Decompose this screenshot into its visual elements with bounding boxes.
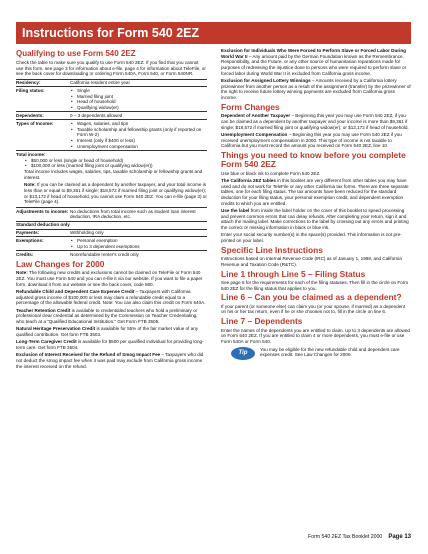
line7-heading: Line 7 – Dependents	[221, 316, 303, 327]
left-column	[16, 48, 207, 371]
tables-paragraph	[221, 178, 411, 206]
paragraph-lead: Exclusion for Individuals Who Were Forced to Perform Slave or Forced Labor During World War II	[221, 48, 406, 59]
dependents-value: 0 – 3 dependents allowed	[70, 112, 207, 120]
tip-text: You may be eligible for the new refundable child and dependent care expenses credit. See Law Changes for 2000.	[260, 346, 400, 358]
line6-paragraph: If your parent (or someone else) can claim you (or your spouse, if married) as a dependent on his or her tax return, even if he or she chooses not to, fill in the circle on line 6.	[221, 303, 406, 315]
total-income-note: Total income includes wages, salaries, tips, taxable scholarship or fellowship grants and interest.	[24, 169, 203, 180]
requirements-table	[16, 79, 207, 258]
dependent-change-paragraph	[221, 113, 411, 130]
lottery-exclusion-paragraph	[221, 78, 411, 101]
ssn-paragraph: Enter your social security number(s) in the space(s) provided. This information is not pre-printed on your label.	[221, 232, 402, 244]
line1-heading: Line 1 through Line 5 – Filing Status	[221, 268, 366, 279]
paragraph-lead: Exclusion for Assigned Lottery Winnings	[221, 78, 311, 84]
paragraph-text: – Taxpayers with California adjusted gross income of $100,000 or less may claim a refundable credit equal to a percentage of the allowable federal credit. Note: You can also claim this credit on Form 540A.	[16, 288, 206, 306]
heritage-credit-paragraph	[16, 326, 207, 337]
paragraph-text: from inside the label holder on the cover of this booklet to speed processing and prevent common errors that can delay refunds. After completing your return, sign it and attach the mailing label. Make corrections to the label by crossing out any errors and printing the correct or missing information in black or blue ink.	[221, 208, 409, 231]
tip-box	[221, 347, 411, 360]
credits-value: Nonrefundable renter's credit only	[70, 250, 207, 257]
list-item: • Head of household	[70, 99, 207, 105]
income-types-list	[70, 121, 207, 149]
ink-paragraph: Use blue or black ink to complete Form 540 2EZ.	[221, 170, 321, 176]
income-types-label: Types of Income:	[16, 120, 70, 151]
paragraph-text: – Taxpayers who did not deduct the smog impact fee when it was paid may exclude from California gross income the interest received on the refund.	[16, 352, 204, 369]
paragraph-text: – Beginning this year you may use Form 540 2EZ, if you can be claimed as a dependent by another taxpayer and your income is more than $9,361 if single; $18,572 if married filing joint or qualifying widow(er); or $13,172 if head of household.	[221, 113, 409, 130]
line7-paragraph: Enter the names of the dependents you are entitled to claim. Up to 3 dependents are allowed on Form 540 2EZ. If you are entitled to claim 4 or more dependents, you must e-file or use Form 540A or Form 540.	[221, 327, 410, 344]
paragraph-text: is available for 55% of the fair market value of any qualified contribution. Get form FTB 3503.	[16, 326, 199, 337]
total-income-list	[16, 158, 207, 169]
paragraph-lead: Exclusion of Interest Received for the Refund of Smog Impact Fee	[16, 352, 161, 358]
page-footer	[308, 534, 411, 540]
filing-status-list	[70, 88, 207, 111]
paragraph-text: is available for $500 per qualified individual for providing long-term care. Get form FTB 3504.	[16, 339, 204, 350]
page-number: Page 13	[388, 534, 411, 540]
list-item: • $50,000 or less (single or head of household)	[24, 158, 207, 164]
paragraph-lead: Use the label	[221, 208, 250, 214]
list-item: • Wages, salaries, and tips	[70, 121, 207, 127]
specific-instructions-heading: Specific Line Instructions	[221, 244, 323, 255]
list-item: • Up to 3 dependent exemptions	[70, 244, 207, 250]
specific-instructions-paragraph: Instructions based on Internal Revenue Code (IRC) as of January 1, 1998, and California Revenue and Taxation Code (R&TC).	[221, 256, 402, 267]
list-item: • Interest (only if $400 or less)	[70, 138, 207, 144]
payments-label: Payments:	[16, 229, 70, 237]
note-label: Note:	[16, 270, 28, 276]
dependent-note	[16, 182, 207, 205]
wwii-exclusion-paragraph	[221, 48, 411, 76]
standard-deduction-label: Standard deduction only	[16, 221, 207, 229]
paragraph-lead: The California 2EZ tables	[221, 178, 276, 183]
label-paragraph	[221, 208, 411, 231]
list-item: • $100,000 or less (married filing joint or qualifying widow(er))	[24, 163, 207, 169]
right-column	[221, 48, 411, 360]
note-text: The following new credits and exclusions cannot be claimed on TeleFile or Form 540 2EZ. You must use Form 540 and you can e-file it via our website. If you want to file a paper form, download it from our website or see the back cover, code 860.	[16, 270, 203, 287]
paragraph-lead: Dependent of Another Taxpayer	[221, 113, 291, 119]
paragraph-text: – Beginning this year you may use Form 540 2EZ if you received unemployment compensation in 2000. This type of income is not taxable to California but you must record the amount you received on Form 540 2EZ, line 10.	[221, 131, 402, 149]
total-income-label: Total income:	[16, 152, 46, 158]
list-item: • Taxable scholarship and fellowship grants (only if reported on Form W-2)	[70, 127, 207, 138]
list-item: • Single	[70, 88, 207, 94]
adjustments-label: Adjustments to income:	[16, 208, 70, 222]
law-changes-note	[16, 270, 207, 287]
list-item: • Unemployment compensation	[70, 144, 207, 150]
paragraph-text: – Any amount paid by the German Foundation known as the Remembrance, Responsibility, and the Future, or any other source of humanitarian reparations made for purposes of redressing the injustice done to persons who were required to perform slave or forced labor during World War II is excluded from California gross income.	[221, 53, 407, 76]
line6-heading: Line 6 – Can you be claimed as a dependent?	[221, 292, 402, 303]
exemptions-label: Exemptions:	[16, 237, 70, 251]
paragraph-text: is available to credentialed teachers who hold a preliminary or professional clear credential as determined by the Commission on Teacher Credentialing, who teach at a "Qualified Educational Institution." Get Form FTB 3505.	[16, 307, 198, 324]
paragraph-lead: Refundable Child and Dependent Care Expense Credit	[16, 288, 135, 294]
list-item: • Personal exemption	[70, 238, 207, 244]
child-care-credit-paragraph	[16, 289, 207, 306]
page-title: Instructions for Form 540 2EZ	[22, 26, 200, 40]
credits-label: Credits:	[16, 250, 70, 257]
residency-value: California resident entire year	[70, 79, 207, 87]
footer-title: Form 540 2EZ Tax Booklet 2000	[308, 534, 383, 540]
form-changes-heading: Form Changes	[221, 101, 280, 112]
caregiver-credit-paragraph	[16, 339, 207, 350]
payments-value: Withholding only	[70, 229, 207, 237]
tip-icon: Tip	[231, 347, 255, 360]
qualify-intro: Check the table to make sure you qualify to use Form 540 2EZ. If you find that you cannot use this form, see page 3 for information about e-file, page 4 for information about TeleFile, or see the back cover for downloading or ordering Form 540A, Form 540, or Form 540NR.	[16, 59, 206, 77]
paragraph-lead: Long-Term Caregiver Credit	[16, 339, 77, 345]
paragraph-lead: Teacher Retention Credit	[16, 307, 71, 313]
paragraph-lead: Unemployment Compensation	[221, 131, 288, 137]
note-text: If you can be claimed as a dependent by another taxpayer, and your total income is less than or equal to $9,361 if single; $18,572 if married filing joint or qualifying widow(er); or $13,172 if head of household, you cannot use Form 540 2EZ. You can e-file (page 3) or TeleFile (page 4).	[24, 182, 207, 205]
line1-paragraph: See page 6 for the requirements for each of the filing statuses. Then fill in the circle on Form 540 2EZ for the filing status that applies to you.	[221, 279, 409, 291]
teacher-credit-paragraph	[16, 308, 207, 325]
paragraph-text: – Amounts received by a California lottery prizewinner from another person as a result of the assignment (transfer) by the prizewinner of the right to receive future lottery winning payments are excluded from California gross income.	[221, 78, 411, 101]
paragraph-lead: Natural Heritage Preservation Credit	[16, 326, 96, 332]
page-banner	[16, 22, 411, 44]
list-item: • Qualifying widow(er)	[70, 105, 207, 111]
qualify-heading: Qualifying to use Form 540 2EZ	[16, 49, 136, 58]
unemployment-change-paragraph	[221, 132, 411, 149]
residency-label: Residency:	[16, 79, 70, 87]
adjustments-value: No deductions from total income such as student loan interest deduction, IRA deduction, etc.	[70, 208, 207, 222]
exemptions-list	[70, 238, 207, 249]
paragraph-text: in this booklet are very different from other tables you may have used and do not work for TeleFile or any other California tax forms. There are three separate tables, one for each filing status. The tax amounts have been reduced for the standard deduction for your filing status, your personal exemption credit, and dependent exemption credits to which you are entitled.	[221, 178, 409, 206]
things-to-know-heading: Things you need to know before you complete Form 540 2EZ	[221, 149, 406, 170]
filing-status-label: Filing status:	[16, 87, 70, 112]
smog-fee-paragraph	[16, 352, 207, 369]
dependents-label: Dependents:	[16, 112, 70, 120]
note-label: Note:	[24, 182, 36, 188]
list-item: • Married filing joint	[70, 94, 207, 100]
law-changes-heading: Law Changes for 2000	[16, 258, 105, 269]
